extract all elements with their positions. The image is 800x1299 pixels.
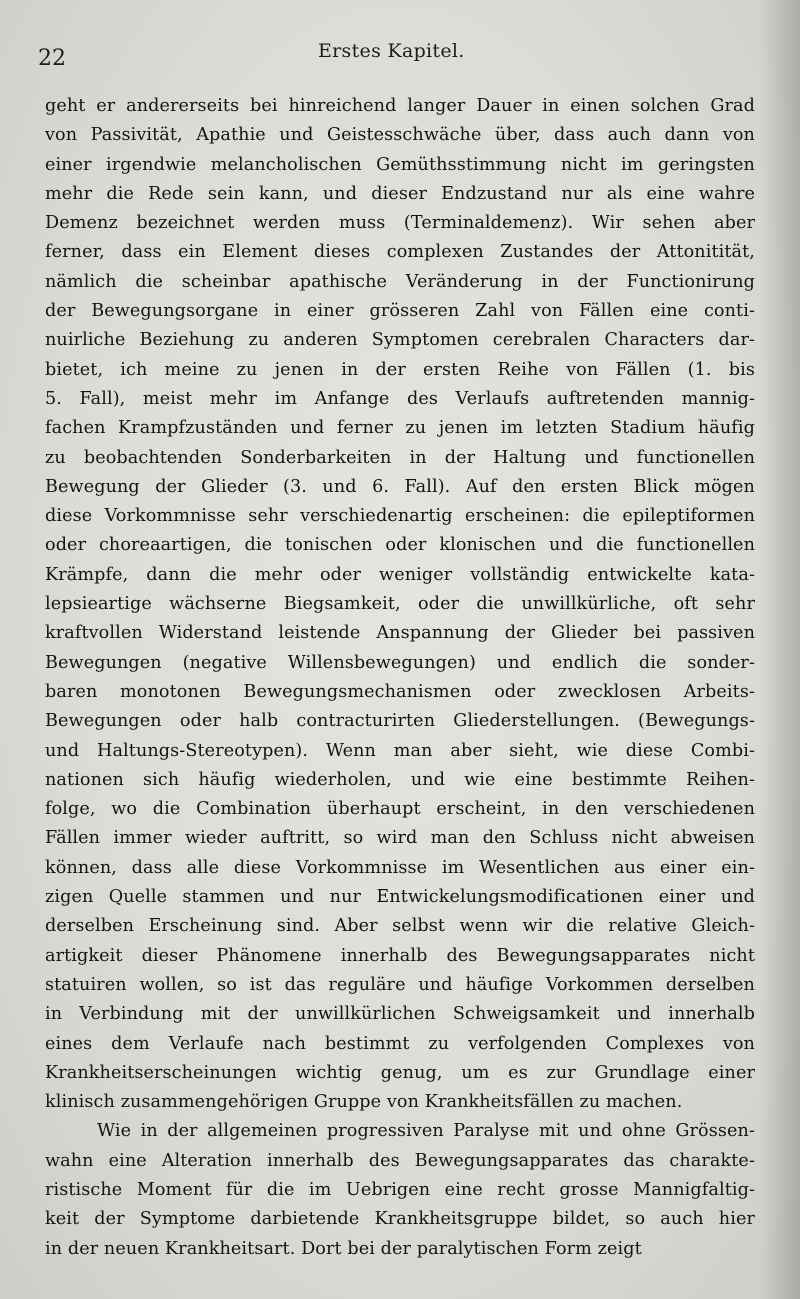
text-line: oder choreaartigen, die tonischen oder klonischen und die functionellen — [45, 535, 755, 556]
text-line: fachen Krampfzuständen und ferner zu jenen im letzten Stadium häufig — [45, 418, 755, 439]
text-line: zu beobachtenden Sonderbarkeiten in der Haltung und functionellen — [45, 447, 755, 468]
text-line: Fällen immer wieder auftritt, so wird man den Schluss nicht abweisen — [45, 828, 755, 849]
text-line: baren monotonen Bewegungsmechanismen oder zwecklosen Arbeits- — [45, 681, 755, 702]
text-line: statuiren wollen, so ist das reguläre und häufige Vorkommen derselben — [45, 974, 755, 995]
page-edge-shadow — [760, 0, 800, 1299]
text-line: Krämpfe, dann die mehr oder weniger vollständig entwickelte kata- — [45, 564, 755, 585]
body-text — [45, 92, 755, 1264]
text-line: in Verbindung mit der unwillkürlichen Schweigsamkeit und innerhalb — [45, 1004, 755, 1025]
text-line: Bewegung der Glieder (3. und 6. Fall). Auf den ersten Blick mögen — [45, 476, 755, 497]
text-line: Wie in der allgemeinen progressiven Paralyse mit und ohne Grössen- — [97, 1121, 755, 1142]
text-line: artigkeit dieser Phänomene innerhalb des Bewegungsapparates nicht — [45, 945, 755, 966]
text-line: lepsieartige wächserne Biegsamkeit, oder die unwillkürliche, oft sehr — [45, 594, 755, 615]
page-header — [38, 40, 760, 80]
text-line: Demenz bezeichnet werden muss (Terminaldemenz). Wir sehen aber — [45, 213, 755, 234]
text-line: klinisch zusammengehörigen Gruppe von Krankheitsfällen zu machen. — [45, 1092, 683, 1113]
text-line: Bewegungen oder halb contracturirten Gliederstellungen. (Bewegungs- — [45, 711, 755, 732]
text-line: ristische Moment für die im Uebrigen eine recht grosse Mannigfaltig- — [45, 1179, 755, 1200]
text-line: eines dem Verlaufe nach bestimmt zu verfolgenden Complexes von — [45, 1033, 755, 1054]
text-line: und Haltungs-Stereotypen). Wenn man aber sieht, wie diese Combi- — [45, 740, 755, 761]
text-line: geht er andererseits bei hinreichend langer Dauer in einen solchen Grad — [45, 96, 755, 116]
text-line: nämlich die scheinbar apathische Veränderung in der Functionirung — [45, 271, 755, 292]
text-line: mehr die Rede sein kann, und dieser Endzustand nur als eine wahre — [45, 183, 755, 204]
text-line: bietet, ich meine zu jenen in der ersten Reihe von Fällen (1. bis — [45, 359, 755, 380]
text-line: der Bewegungsorgane in einer grösseren Zahl von Fällen eine conti- — [45, 301, 755, 322]
text-line: nuirliche Beziehung zu anderen Symptomen cerebralen Characters dar- — [45, 330, 755, 351]
text-line: können, dass alle diese Vorkommnisse im Wesentlichen aus einer ein- — [45, 857, 755, 878]
text-line: 5. Fall), meist mehr im Anfange des Verlaufs auftretenden mannig- — [45, 388, 755, 409]
text-line: folge, wo die Combination überhaupt erscheint, in den verschiedenen — [45, 799, 755, 820]
text-line: in der neuen Krankheitsart. Dort bei der paralytischen Form zeigt — [45, 1238, 642, 1259]
text-line: wahn eine Alteration innerhalb des Bewegungsapparates das charakte- — [45, 1150, 755, 1171]
text-line: Bewegungen (negative Willensbewegungen) und endlich die sonder- — [45, 652, 755, 673]
text-line: derselben Erscheinung sind. Aber selbst wenn wir die relative Gleich- — [45, 916, 755, 937]
text-line: zigen Quelle stammen und nur Entwickelungsmodificationen einer und — [45, 887, 755, 908]
text-line: von Passivität, Apathie und Geistesschwäche über, dass auch dann von — [45, 125, 755, 146]
text-line: ferner, dass ein Element dieses complexen Zustandes der Attonitität, — [45, 242, 755, 263]
text-line: diese Vorkommnisse sehr verschiedenartig erscheinen: die epileptiformen — [45, 506, 755, 527]
text-line: keit der Symptome darbietende Krankheitsgruppe bildet, so auch hier — [45, 1209, 755, 1230]
text-line: einer irgendwie melancholischen Gemüthsstimmung nicht im geringsten — [45, 154, 755, 175]
text-line: kraftvollen Widerstand leistende Anspannung der Glieder bei passiven — [45, 623, 755, 644]
running-title: Erstes Kapitel. — [318, 40, 465, 62]
text-line: Krankheitserscheinungen wichtig genug, um es zur Grundlage einer — [45, 1062, 755, 1083]
text-line: nationen sich häufig wiederholen, und wie eine bestimmte Reihen- — [45, 769, 755, 790]
paragraph-container — [45, 92, 755, 1264]
page-number: 22 — [38, 46, 66, 71]
